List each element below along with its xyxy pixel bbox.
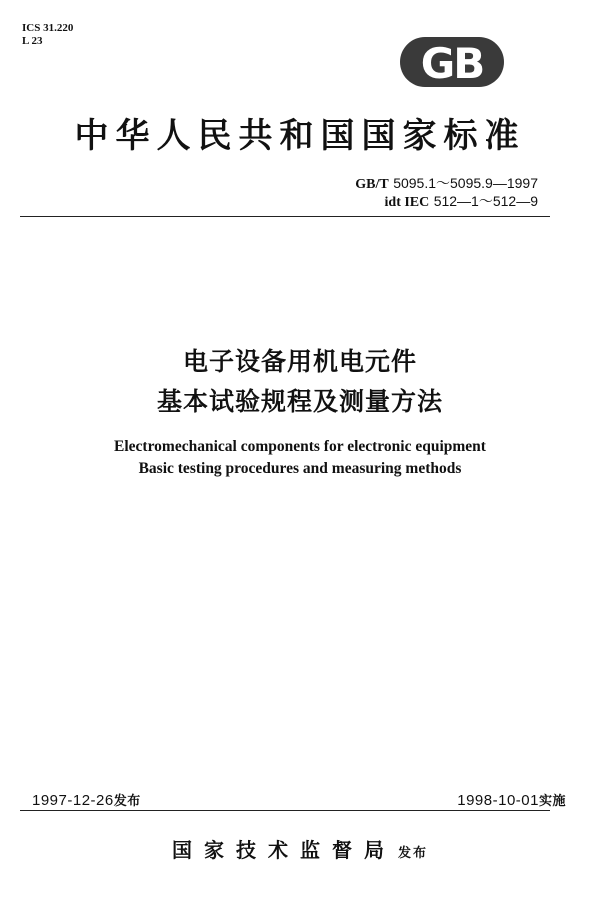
divider-top [20, 216, 550, 217]
standard-code: 5095.1～5095.9—1997 [393, 175, 538, 191]
standard-number [355, 175, 538, 211]
issue-date [32, 790, 141, 809]
idt-code: 512—1～512—9 [433, 193, 538, 209]
implement-date [457, 790, 566, 809]
issue-label: 发布 [113, 794, 141, 809]
publisher-name: 国家技术监督局 [171, 838, 396, 862]
ics-code: ICS 31.220 [22, 22, 74, 34]
gb-logo [396, 34, 508, 90]
classification-codes [22, 22, 73, 48]
standard-prefix: GB/T [355, 177, 389, 192]
standard-title: 中华人民共和国国家标准 [74, 116, 526, 156]
publisher-action: 发布 [397, 846, 428, 861]
divider-bottom [20, 810, 550, 811]
title-en-line2: Basic testing procedures and measuring methods [138, 460, 462, 477]
title-en-line1: Electromechanical components for electronic equipment [114, 438, 486, 455]
gb-logo-text: GB [420, 39, 484, 88]
implement-date-value: 1998-10-01 [457, 792, 539, 809]
title-cn-line1: 电子设备用机电元件 [182, 347, 417, 376]
ccs-code: L 23 [22, 35, 43, 47]
title-cn-line2: 基本试验规程及测量方法 [156, 387, 443, 416]
publisher [0, 834, 600, 863]
idt-prefix: idt IEC [384, 195, 430, 210]
implement-label: 实施 [538, 794, 566, 809]
issue-date-value: 1997-12-26 [32, 792, 114, 809]
